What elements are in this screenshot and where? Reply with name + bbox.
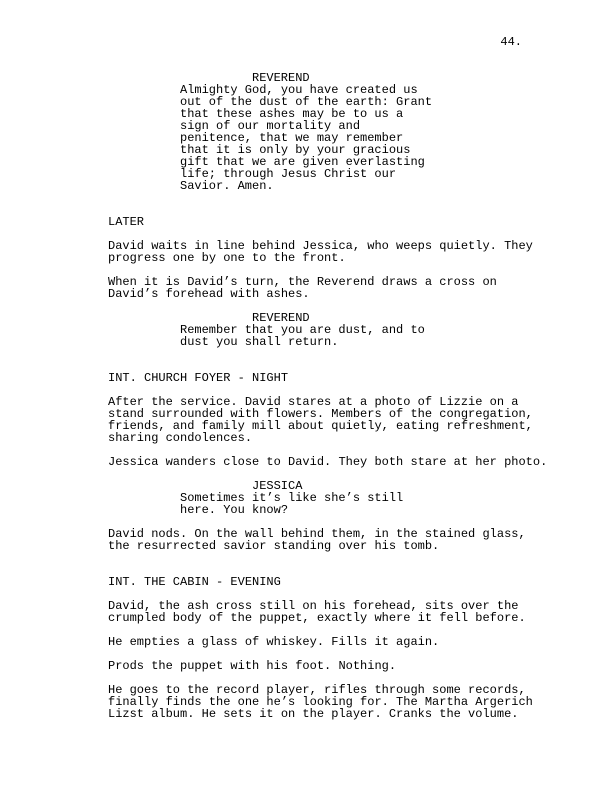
action-line: Jessica wanders close to David. They both stare at her photo. <box>108 455 548 469</box>
scene-heading: INT. CHURCH FOYER - NIGHT <box>108 371 289 385</box>
spacer <box>108 192 540 216</box>
action-line: He empties a glass of whiskey. Fills it again. <box>108 635 440 649</box>
spacer <box>108 468 540 480</box>
action-line: David nods. On the wall behind them, in the stained glass, the resurrected savior standing over his tomb. <box>108 527 526 553</box>
dialogue: Remember that you are dust, and to dust you shall return. <box>180 323 425 349</box>
character-cue: REVEREND <box>252 71 310 85</box>
screenplay-body <box>108 71 548 721</box>
scene-heading: INT. THE CABIN - EVENING <box>108 575 281 589</box>
action-line: Prods the puppet with his foot. Nothing. <box>108 659 397 673</box>
character-cue: JESSICA <box>252 479 303 493</box>
spacer <box>108 348 540 372</box>
action-line: When it is David’s turn, the Reverend draws a cross on David’s forehead with ashes. <box>108 275 497 301</box>
action-line: He goes to the record player, rifles through some records, finally finds the one he’s looking for. The Martha Argerich Lizst album. He sets it on the player. Cranks the volume. <box>108 683 533 721</box>
action-line: After the service. David stares at a photo of Lizzie on a stand surrounded with flowers. Members of the congregation, friends, and family mill about quietly, eating refreshment, sharing condolences. <box>108 395 533 445</box>
page-number: 44. <box>500 35 522 49</box>
dialogue: Almighty God, you have created us out of the dust of the earth: Grant that these ashes may be to us a sign of our mortality and penitence, that we may remember that it is only by your gracious gift that we are given everlasting life; through Jesus Christ our Savior. Amen. <box>180 83 433 193</box>
dialogue: Sometimes it’s like she’s still here. You know? <box>180 491 404 517</box>
scene-transition: LATER <box>108 215 145 229</box>
spacer <box>108 300 540 312</box>
action-line: David, the ash cross still on his forehead, sits over the crumpled body of the puppet, exactly where it fell before. <box>108 599 526 625</box>
action-line: David waits in line behind Jessica, who weeps quietly. They progress one by one to the front. <box>108 239 533 265</box>
spacer <box>108 552 540 576</box>
character-cue: REVEREND <box>252 311 310 325</box>
